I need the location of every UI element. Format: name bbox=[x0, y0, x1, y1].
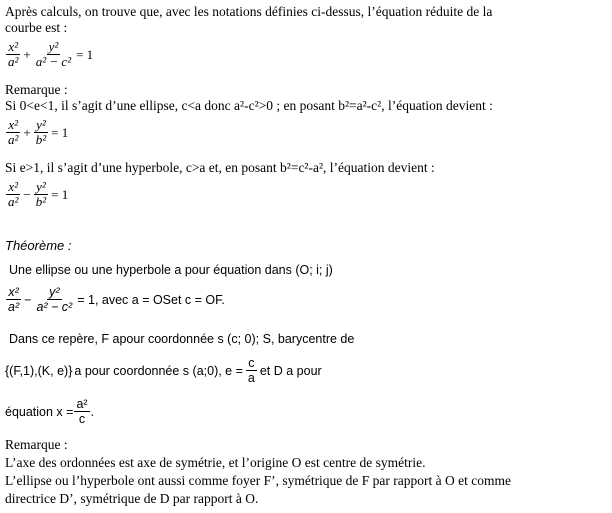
barycentre-middle: a pour coordonnée s (a;0), e = bbox=[74, 363, 243, 378]
eccentricity-den: a bbox=[247, 371, 255, 385]
eq3-den2: b² bbox=[35, 194, 47, 209]
eq2-den2: b² bbox=[35, 132, 47, 147]
eq1-num2: y² bbox=[48, 39, 59, 54]
theorem-title: Théorème : bbox=[5, 238, 72, 253]
eq3-op: − bbox=[23, 186, 31, 202]
eq4-den2: a² − c² bbox=[36, 300, 73, 314]
eq3-rhs: = 1 bbox=[51, 186, 69, 202]
directrix-den: c bbox=[78, 412, 86, 426]
eq3-num1: x² bbox=[8, 179, 19, 194]
remark-2-line-3: directrice D’, symétrique de D par rapport à O. bbox=[5, 491, 259, 506]
eq3-num2: y² bbox=[36, 179, 46, 194]
eq2-op: + bbox=[23, 124, 31, 140]
theorem-line-1: Une ellipse ou une hyperbole a pour équation dans (O; i; j) bbox=[9, 263, 333, 277]
barycentre-set: {(F,1),(K, e)} bbox=[5, 363, 73, 378]
remark-2-line-2: L’ellipse ou l’hyperbole ont aussi comme foyer F’, symétrique de F par rapport à O et comme bbox=[5, 473, 511, 488]
intro-line-1: Après calculs, on trouve que, avec les notations définies ci-dessus, l’équation réduite de la bbox=[5, 4, 493, 19]
eq3-den1: a² bbox=[8, 194, 19, 209]
eq1-den1: a² bbox=[8, 54, 19, 69]
eq4-rhs: = 1, avec a = OSet c = OF. bbox=[77, 292, 225, 307]
eq1-num1: x² bbox=[8, 39, 19, 54]
eq4-num1: x² bbox=[8, 285, 19, 299]
directrix-right: . bbox=[90, 404, 95, 419]
equation-theorem bbox=[5, 285, 227, 314]
eq2-num2: y² bbox=[36, 117, 46, 132]
directrix-line bbox=[5, 397, 94, 426]
equation-ellipse bbox=[5, 118, 70, 147]
remark-2-line-1: L’axe des ordonnées est axe de symétrie, et l’origine O est centre de symétrie. bbox=[5, 455, 426, 470]
directrix-num: a² bbox=[76, 397, 88, 411]
eq4-den1: a² bbox=[8, 300, 20, 314]
theorem-line-3: Dans ce repère, F apour coordonnée s (c; 0); S, barycentre de bbox=[9, 332, 355, 346]
eq1-op: + bbox=[23, 46, 31, 62]
hyperbola-line: Si e>1, il s’agit d’une hyperbole, c>a et, en posant b²=c²-a², l’équation devient : bbox=[5, 160, 435, 175]
eccentricity-num: c bbox=[248, 356, 255, 370]
eq4-op: − bbox=[24, 292, 32, 307]
eq2-den1: a² bbox=[8, 132, 19, 147]
barycentre-line bbox=[5, 356, 324, 385]
ellipse-line: Si 0<e<1, il s’agit d’une ellipse, c<a donc a²-c²>0 ; en posant b²=a²-c², l’équation devient : bbox=[5, 98, 493, 113]
equation-reduced bbox=[5, 40, 95, 69]
eq1-rhs: = 1 bbox=[76, 46, 94, 62]
remark-2-title: Remarque : bbox=[5, 437, 68, 452]
directrix-left: équation x = bbox=[5, 404, 74, 419]
eq2-num1: x² bbox=[8, 117, 19, 132]
intro-line-2: courbe est : bbox=[5, 20, 68, 35]
eq4-num2: y² bbox=[49, 285, 60, 299]
barycentre-right: et D a pour bbox=[259, 363, 322, 378]
equation-hyperbola bbox=[5, 180, 70, 209]
remark-1-title: Remarque : bbox=[5, 82, 68, 97]
eq1-den2: a² − c² bbox=[35, 54, 72, 69]
eq2-rhs: = 1 bbox=[51, 124, 69, 140]
